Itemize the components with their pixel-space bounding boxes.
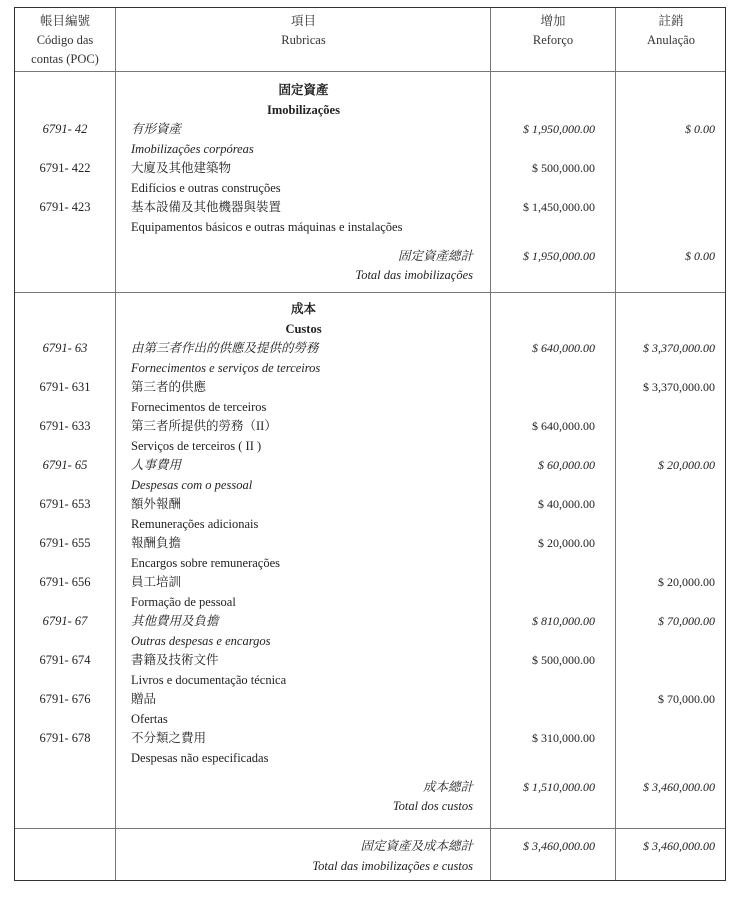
grand-total-anulacao: $ 3,460,000.00: [643, 839, 715, 853]
table-row-pt: [15, 437, 725, 457]
reforco-amount: $ 640,000.00: [532, 341, 595, 355]
rubric-cn: 報酬負擔: [131, 536, 182, 550]
rubric-pt: Fornecimentos de terceiros: [131, 399, 267, 414]
account-code: 6791- 633: [39, 419, 91, 433]
header-rubric-pt: Rubricas: [281, 33, 326, 47]
total-row: [15, 778, 725, 798]
account-code: 6791- 42: [42, 122, 88, 136]
header-anulacao-cn: 註銷: [658, 14, 684, 28]
table-row: [15, 651, 725, 671]
table-row: [15, 417, 725, 437]
account-code: 6791- 631: [39, 380, 91, 394]
reforco-amount: $ 810,000.00: [532, 614, 595, 628]
table-row-pt: [15, 140, 725, 160]
table-row-pt: [15, 476, 725, 496]
rubric-pt: Livros e documentação técnica: [131, 672, 287, 687]
table-row: [15, 198, 725, 218]
rubric-pt: Encargos sobre remunerações: [131, 555, 281, 570]
account-code: 6791- 65: [42, 458, 88, 472]
table-row-pt: [15, 218, 725, 238]
section-title-row: [15, 81, 725, 101]
anulacao-amount: $ 3,370,000.00: [643, 380, 715, 394]
reforco-amount: $ 500,000.00: [532, 161, 595, 175]
section-title-cn: 成本: [290, 302, 316, 316]
rubric-cn: 不分類之費用: [131, 731, 207, 745]
total-row: [15, 247, 725, 267]
table-row-pt: [15, 398, 725, 418]
table-row: [15, 690, 725, 710]
grand-total-row: [15, 837, 725, 857]
reforco-amount: $ 20,000.00: [538, 536, 595, 550]
total-row-pt: [15, 797, 725, 817]
rubric-cn: 有形資產: [131, 122, 182, 136]
rubric-cn: 其他費用及負擔: [131, 614, 219, 628]
budget-table: [14, 7, 726, 881]
section-title-row: [15, 101, 725, 121]
rubric-cn: 第三者的供應: [131, 380, 207, 394]
rubric-cn: 人事費用: [131, 458, 182, 472]
account-code: 6791- 678: [39, 731, 91, 745]
header-anulacao-pt: Anulação: [647, 33, 695, 47]
rubric-pt: Despesas com o pessoal: [131, 477, 253, 492]
table-row: [15, 534, 725, 554]
section-title-row: [15, 320, 725, 340]
section-title-pt: Custos: [285, 321, 322, 336]
section-title-row: [15, 300, 725, 320]
total-anulacao: $ 0.00: [685, 248, 715, 263]
reforco-amount: $ 640,000.00: [532, 419, 595, 433]
header-code-pt1: Código das: [36, 33, 94, 47]
header-reforco-pt: Reforço: [532, 33, 574, 47]
total-label-cn: 成本總計: [422, 779, 473, 794]
table-row-pt: [15, 515, 725, 535]
table-row: [15, 120, 725, 140]
table-row: [15, 159, 725, 179]
rubric-pt: Fornecimentos e serviços de terceiros: [131, 360, 321, 375]
account-code: 6791- 422: [39, 161, 91, 175]
table-row-pt: [15, 554, 725, 574]
total-row-pt: [15, 266, 725, 286]
reforco-amount: $ 1,450,000.00: [523, 200, 595, 214]
header-code: [15, 12, 115, 69]
table-row: [15, 729, 725, 749]
anulacao-amount: $ 70,000.00: [658, 692, 715, 706]
total-label-cn: 固定資產總計: [397, 248, 473, 263]
account-code: 6791- 63: [42, 341, 88, 355]
total-label-pt: Total das imobilizações: [355, 268, 473, 283]
rubric-pt: Outras despesas e encargos: [131, 633, 271, 648]
reforco-amount: $ 310,000.00: [532, 731, 595, 745]
rubric-pt: Serviços de terceiros ( II ): [131, 438, 262, 453]
total-reforco: $ 1,510,000.00: [523, 779, 595, 794]
anulacao-amount: $ 20,000.00: [658, 458, 715, 472]
rubric-pt: Despesas não especificadas: [131, 750, 269, 765]
table-row: [15, 612, 725, 632]
table-row-pt: [15, 710, 725, 730]
header-rubric: [116, 12, 491, 50]
header-code-pt2: contas (POC): [31, 52, 99, 66]
total-label-pt: Total dos custos: [392, 799, 473, 814]
rubric-cn: 第三者所提供的勞務（II）: [131, 419, 277, 433]
header-reforco: [491, 12, 615, 50]
rubric-cn: 大廈及其他建築物: [131, 161, 232, 175]
section-title-pt: Imobilizações: [267, 102, 340, 117]
section-title-cn: 固定資產: [278, 83, 329, 97]
reforco-amount: $ 1,950,000.00: [523, 122, 595, 136]
rubric-pt: Ofertas: [131, 711, 168, 726]
rubric-cn: 額外報酬: [131, 497, 182, 511]
anulacao-amount: $ 3,370,000.00: [643, 341, 715, 355]
rubric-cn: 員工培訓: [131, 575, 182, 589]
anulacao-amount: $ 20,000.00: [658, 575, 715, 589]
table-row-pt: [15, 359, 725, 379]
account-code: 6791- 423: [39, 200, 91, 214]
anulacao-amount: $ 70,000.00: [658, 614, 715, 628]
rubric-pt: Formação de pessoal: [131, 594, 236, 609]
header-anulacao: [616, 12, 726, 50]
reforco-amount: $ 40,000.00: [538, 497, 595, 511]
header-code-cn: 帳目編號: [39, 14, 90, 28]
table-row-pt: [15, 749, 725, 769]
rubric-pt: Equipamentos básicos e outras máquinas e instalações: [131, 219, 403, 234]
grand-total-label-cn: 固定資產及成本總計: [360, 839, 473, 853]
rubric-pt: Remunerações adicionais: [131, 516, 259, 531]
account-code: 6791- 674: [39, 653, 91, 667]
rubric-cn: 由第三者作出的供應及提供的勞務: [131, 341, 319, 355]
rubric-pt: Edifícios e outras construções: [131, 180, 281, 195]
table-row: [15, 573, 725, 593]
total-reforco: $ 1,950,000.00: [523, 248, 595, 263]
reforco-amount: $ 60,000.00: [538, 458, 595, 472]
account-code: 6791- 676: [39, 692, 91, 706]
account-code: 6791- 67: [42, 614, 88, 628]
account-code: 6791- 656: [39, 575, 91, 589]
total-anulacao: $ 3,460,000.00: [643, 779, 715, 794]
table-row: [15, 456, 725, 476]
grand-total-reforco: $ 3,460,000.00: [523, 839, 595, 853]
rubric-pt: Imobilizações corpóreas: [131, 141, 254, 156]
table-row: [15, 339, 725, 359]
anulacao-amount: $ 0.00: [685, 122, 715, 136]
reforco-amount: $ 500,000.00: [532, 653, 595, 667]
header-reforco-cn: 增加: [540, 14, 566, 28]
rubric-cn: 書籍及技術文件: [131, 653, 219, 667]
grand-total-row-pt: [15, 857, 725, 877]
rubric-cn: 贈品: [131, 692, 157, 706]
table-row: [15, 378, 725, 398]
table-row-pt: [15, 593, 725, 613]
account-code: 6791- 653: [39, 497, 91, 511]
rubric-cn: 基本設備及其他機器與裝置: [131, 200, 282, 214]
account-code: 6791- 655: [39, 536, 91, 550]
grand-total-label-pt: Total das imobilizações e custos: [312, 859, 473, 873]
table-row: [15, 495, 725, 515]
table-row-pt: [15, 179, 725, 199]
table-row-pt: [15, 671, 725, 691]
table-row-pt: [15, 632, 725, 652]
header-rubric-cn: 項目: [290, 14, 316, 28]
